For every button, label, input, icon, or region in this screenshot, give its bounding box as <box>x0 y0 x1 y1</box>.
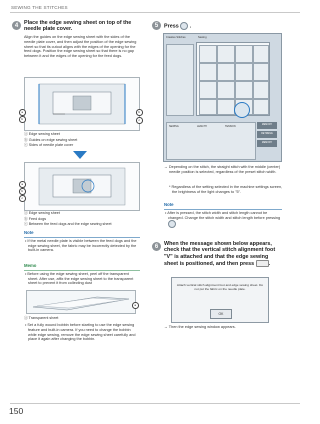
edge-sewing-key-icon <box>168 220 176 228</box>
callout-b: b <box>19 116 26 123</box>
note-heading: Note <box>164 202 174 207</box>
note-divider <box>164 209 282 210</box>
needle-plate-diagram-2 <box>24 162 140 211</box>
legend-item: ⓑ Feed dogs <box>24 216 47 221</box>
stitch-preview <box>166 44 194 116</box>
callout-b-2: b <box>19 188 26 195</box>
lcd-icon-label: LENGTH <box>197 125 207 128</box>
legend-item: ⓐ Edge sewing sheet <box>24 211 60 215</box>
dialog-ok-button[interactable]: OK <box>210 309 232 319</box>
step-5-title: Press . <box>164 23 192 30</box>
legend-item: ⓐ Transparent sheet <box>24 316 59 320</box>
retrieve-button[interactable]: RETRIEVE <box>257 131 277 138</box>
step-5-footnote: * Regardless of the setting selected in the machine settings screen, the brightness of the light changes to "5". <box>169 185 283 194</box>
step-5-result: → Depending on the stitch, the straight stitch with the middle (center) needle position is selected, regardless of the preset stitch width. <box>164 165 281 174</box>
stitch-grid <box>196 42 270 116</box>
figure-2-legend <box>24 211 112 228</box>
step-4-body: Align the guides on the edge sewing sheet with the sides of the needle plate cover, and then adjust the position of the edge sewing sheet so that its cutout aligns with the edges of the opening for the feed dogs. Position the edge sewing sheet so that there is no gap between it and the edges of the opening for the feed dogs. <box>24 35 137 59</box>
lcd-screen <box>163 33 282 162</box>
legend-item: ⓑ Guides on edge sewing sheet <box>24 137 78 142</box>
callout-a-2: a <box>19 181 26 188</box>
lcd-icon-label: SEWING <box>169 125 179 128</box>
callout-b-right: b <box>136 109 143 116</box>
memory-button-2[interactable]: MEMORY <box>257 140 277 147</box>
note-bullet: • If the metal needle plate is visible between the feed dogs and the edge sewing sheet, the fabric may be incorrectly detected by the built-in camera. <box>25 238 137 253</box>
lcd-side-buttons <box>257 122 277 158</box>
step-5-badge: 5 <box>152 21 161 30</box>
header-divider <box>10 12 300 13</box>
dialog-message: Attach vertical stitch alignment foot and edge sewing sheet. Do not put the fabric on the needle plate. <box>176 283 264 291</box>
lcd-settings-panel <box>166 122 256 160</box>
callout-a: a <box>19 109 26 116</box>
page-number: 150 <box>9 406 24 416</box>
section-header: SEWING THE STITCHES <box>11 5 68 10</box>
step-6-title: When the message shown below appears, check that the vertical stitch alignment foot "V" is attached and that the edge sewing sheet is positioned, and then press . <box>164 241 276 267</box>
legend-item: ⓒ Between the feed dogs and the edge sewing sheet <box>24 222 112 227</box>
legend-item: ⓐ Edge sewing sheet <box>24 132 60 136</box>
lcd-title: Creative Stitches <box>166 36 186 39</box>
step-4-badge: 4 <box>12 21 21 30</box>
legend-item: ⓒ Sides of needle plate cover <box>24 143 74 148</box>
note-heading: Note <box>24 230 34 235</box>
memo-bullet-2: • Set a fully wound bobbin before starting to use the edge sewing feature and built-in camera. If you need to change the bobbin while edge sewing, remove the edge sewing sheet carefully and place it again after changing the bobbin. <box>25 323 136 342</box>
memo-divider <box>24 270 140 271</box>
callout-c: c <box>136 117 143 124</box>
step-6-result: → Then the edge sewing window appears. <box>164 325 236 329</box>
edge-sewing-key-icon <box>180 22 188 30</box>
transparent-sheet-diagram <box>26 290 136 314</box>
memo-legend <box>24 316 58 322</box>
memo-box <box>24 264 140 286</box>
memo-bullet: • Before using the edge sewing sheet, peel off the transparent sheet. After use, affix the edge sewing sheet to the transparent sheet to prevent it from collecting dust <box>25 271 134 286</box>
ok-key-icon <box>256 260 269 267</box>
down-arrow-icon <box>73 151 87 159</box>
note-box-1 <box>24 231 140 253</box>
lcd-tab: Sewing <box>198 36 207 39</box>
needle-plate-diagram-1 <box>24 77 140 131</box>
message-dialog <box>171 277 269 323</box>
lcd-icon-label: TENSION <box>225 125 236 128</box>
edge-sewing-key-highlight[interactable] <box>234 102 250 118</box>
transparent-sheet-illustration <box>27 291 135 313</box>
needle-plate-illustration <box>25 78 139 130</box>
feed-dogs-illustration <box>25 163 139 210</box>
step-6-badge: 6 <box>152 242 161 251</box>
step-4-title: Place the edge sewing sheet on top of the needle plate cover. <box>24 20 132 33</box>
callout-a-3: a <box>132 302 139 309</box>
callout-c-2: c <box>19 195 26 202</box>
note-divider <box>24 237 140 238</box>
memory-button[interactable]: MEMORY <box>257 122 277 129</box>
figure-1-legend <box>24 132 77 149</box>
footer-divider <box>10 403 300 404</box>
note-box-2 <box>164 203 282 228</box>
memo-heading: Memo <box>24 263 37 268</box>
note-bullet: • After is pressed, the stitch width and stitch length cannot be changed. Change the stitch width and stitch length before pressing <box>164 211 282 229</box>
